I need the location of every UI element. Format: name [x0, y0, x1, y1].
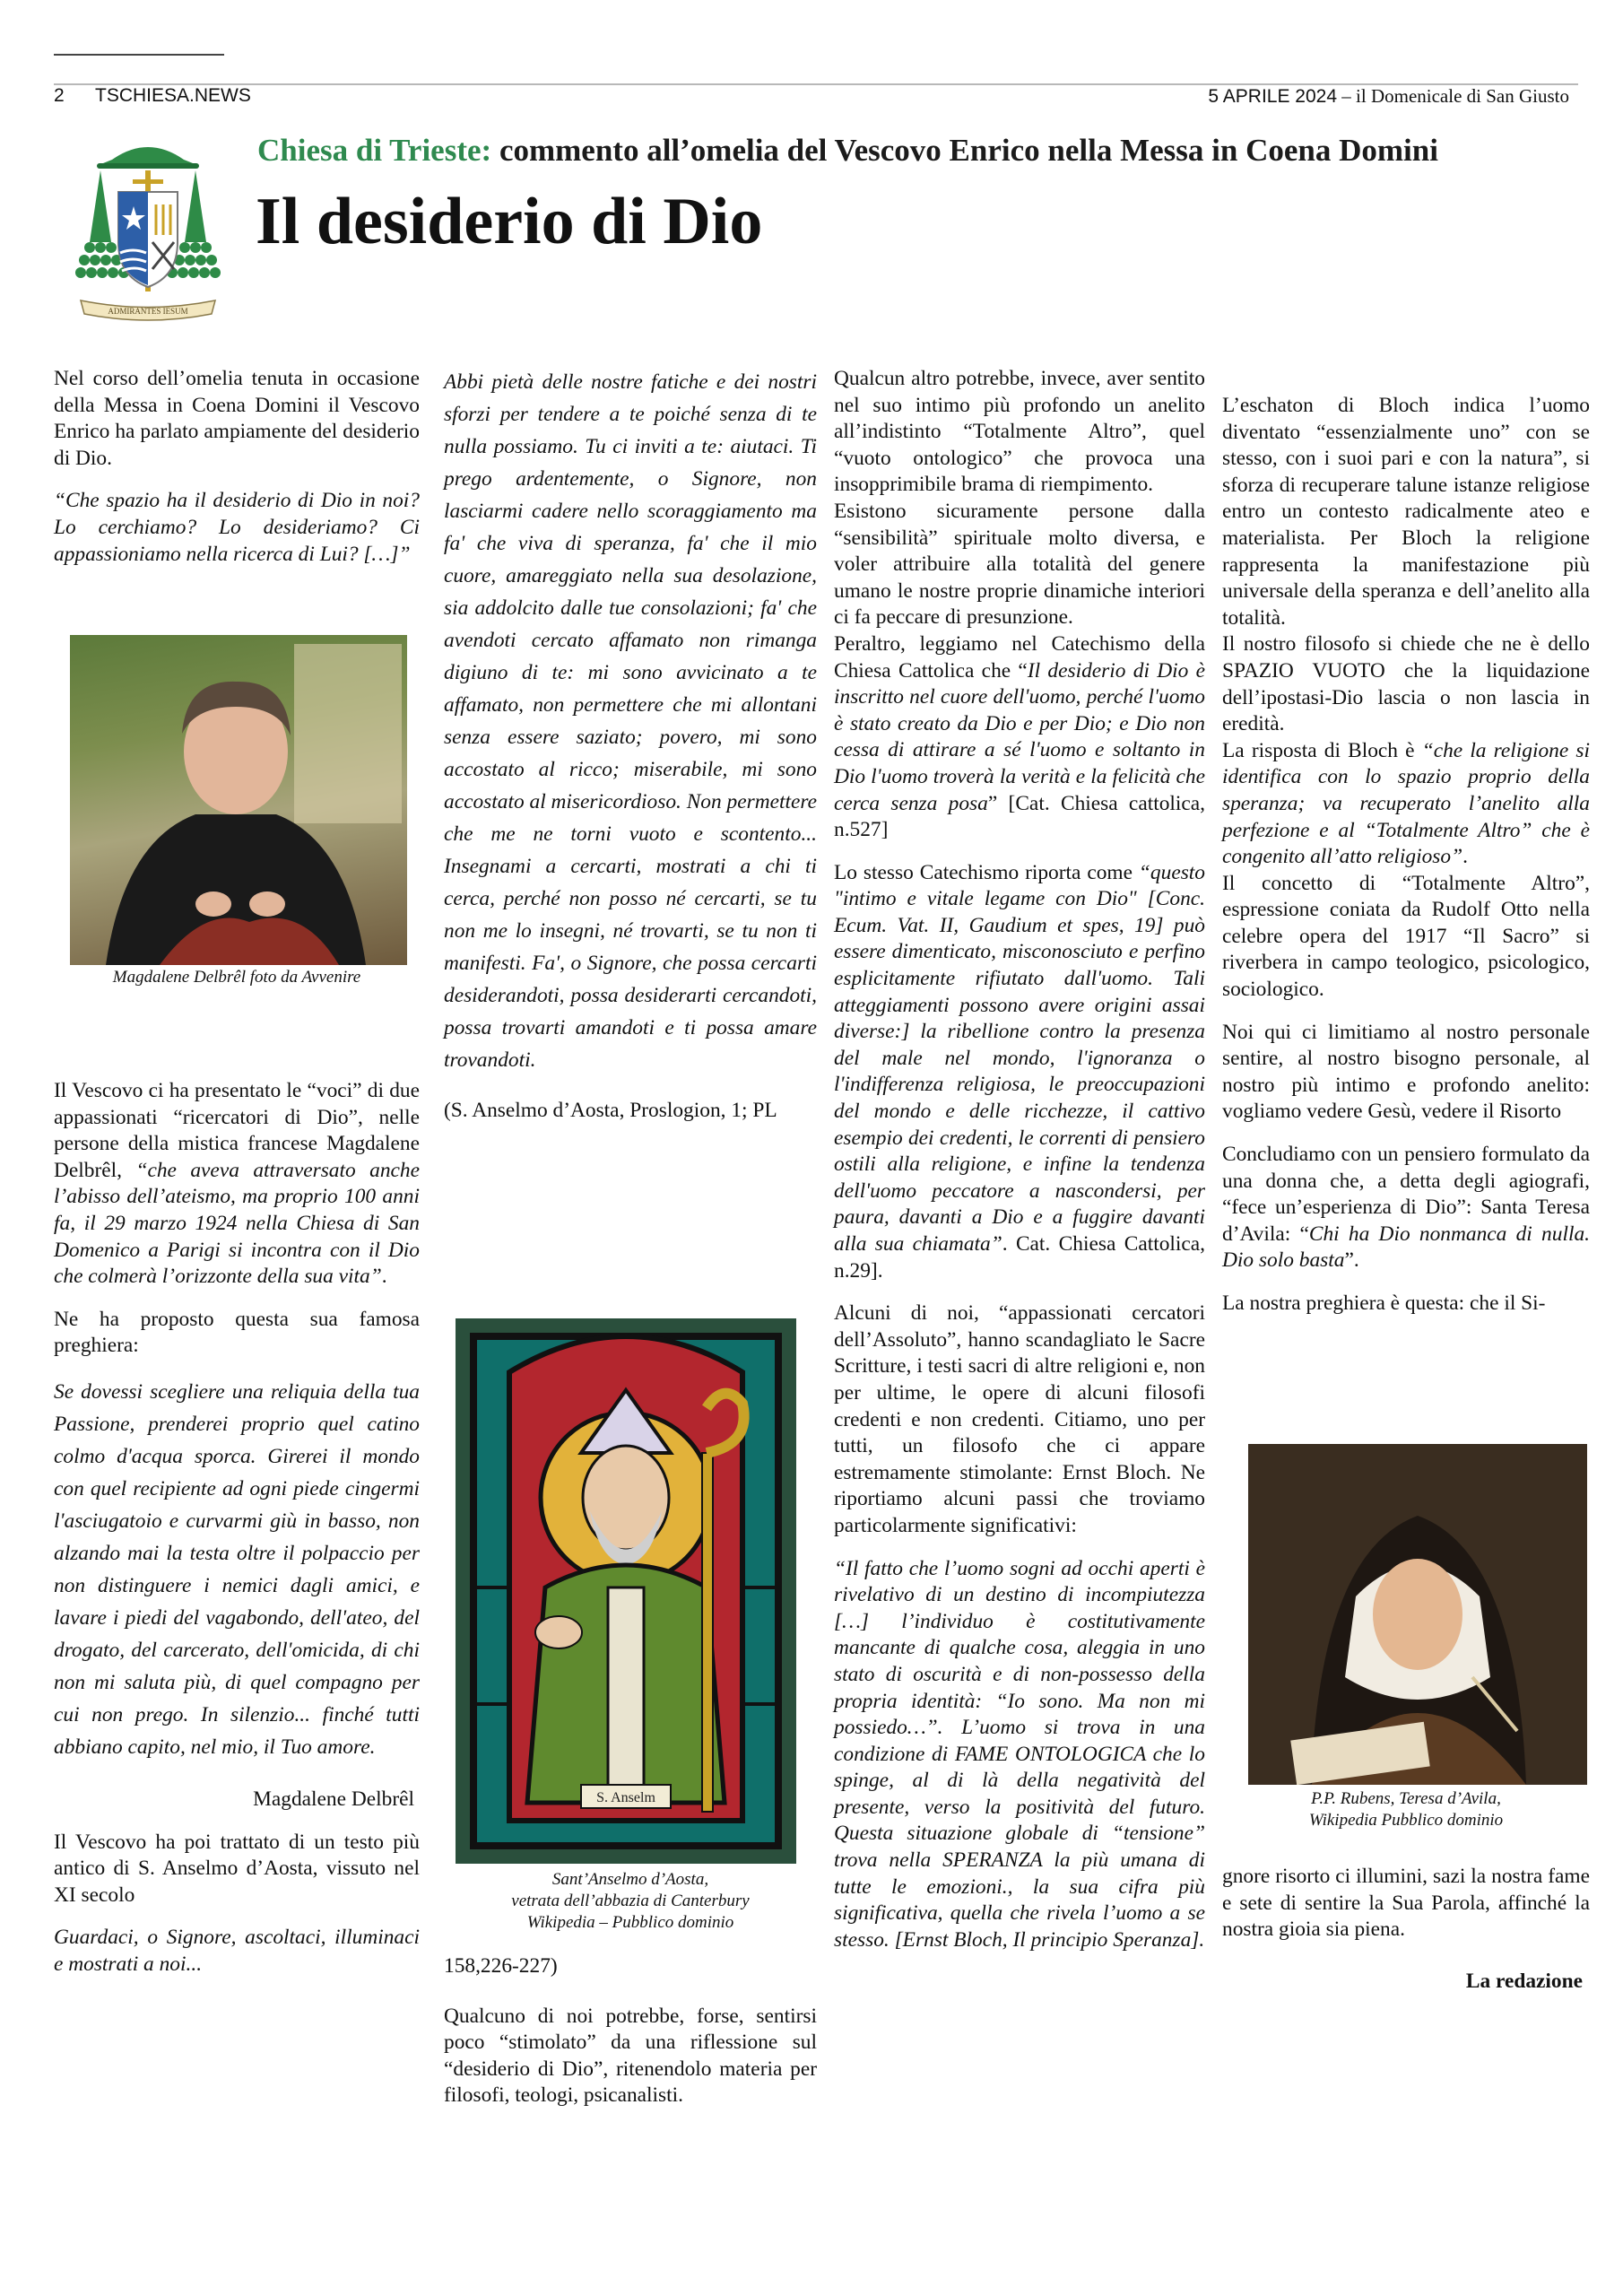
article-signature: La redazione — [1465, 1969, 1583, 1993]
stained-glass-icon — [456, 1318, 796, 1864]
header-rule-short — [54, 54, 224, 56]
episcopal-crest — [63, 135, 233, 323]
col3-p4-quote: “questo "intimo e vitale legame con Dio" [Conc. Ecum. Vat. II, Gaudium et spes, 19] può essere dimenticato, misconosciuto e perfino esplicitamente rifiutato dall'uomo. Tali atteggiamenti possono avere origini assai diverse:] — [834, 860, 1205, 1044]
caption-teresa — [1222, 1788, 1590, 1831]
col3-p3-end: ” [Cat. Chiesa cattolica, n.527] — [834, 791, 1205, 842]
col1-paragraph-3 — [54, 1078, 420, 1291]
col4-paragraph-6 — [1222, 1142, 1590, 1274]
col4-p3-end: . — [1462, 845, 1468, 869]
col4-p6-end: ”. — [1344, 1248, 1359, 1273]
col4-paragraph-1: L’eschaton di Bloch indica l’uomo diventato “essenzialmente uno” con se stesso, con i suoi pari e con la natura”, si sforza di recuperare talune istanze religiose entro un contesto radicalmente ateo e materialista. Per Bloch la religione rappresenta la manifestazione più universale della speranza e dell’anelito alla totalità. — [1222, 394, 1590, 630]
page-number: 2 — [54, 85, 65, 106]
caption-teresa-line1: P.P. Rubens, Teresa d’Avila, — [1311, 1789, 1501, 1808]
caption-teresa-line2: Wikipedia Pubblico dominio — [1308, 1811, 1504, 1830]
col3-paragraph-3 — [834, 631, 1205, 844]
col4-paragraph-5: Noi qui ci limitiamo al nostro personale sentire, al nostro bisogno personale, al nostro più intimo e profondo anelito: vogliamo vedere Gesù, vedere il Risorto — [1222, 1020, 1590, 1124]
col3-p4-text: Lo stesso Catechismo riporta come — [834, 860, 1139, 884]
portrait-woman-icon — [70, 635, 407, 965]
col4-paragraph-7a: La nostra preghiera è questa: che il Si- — [1222, 1292, 1546, 1315]
col4-paragraph-4: Il concetto di “Totalmente Altro”, espressione coniata da Rudolf Otto nella celebre opera del 1917 “Il Sacro” si riverbera in campo teologico, psicologico, sociologico. — [1222, 871, 1590, 1002]
col1-p3-end: . — [381, 1265, 387, 1289]
col3-paragraph-1: Qualcun altro potrebbe, invece, aver sentito nel suo intimo più profondo un anelito all’indistinto “Totalmente Altro”, quel “vuoto ontologico” che provoca una insopprimibile brama di riempimento. — [834, 367, 1205, 497]
col1-paragraph-5: Il Vescovo ha poi trattato di un testo più antico di S. Anselmo d’Aosta, vissuto nel XI secolo — [54, 1830, 420, 1907]
col4-p3-quote: “che la religione si identifica con lo spazio proprio della speranza; va recuperato l’anelito alla perfezione e al “Totalmente Altro” che è congenito all’atto religioso” — [1222, 738, 1591, 869]
column-2-continued — [444, 1953, 817, 2126]
col3-p4-end: . Cat. Chiesa Cattolica, n.29]. — [834, 1232, 1205, 1283]
col4-p6-text: Concludiamo con un pensiero formulato da una donna che, a detta degli agiografi, “fece un’esperienza di Dio”: Santa Teresa d’Avila: “ — [1222, 1143, 1590, 1246]
col3-paragraph-2: Esistono sicuramente persone dalla “sensibilità” spirituale molto diversa, e voler attribuire alla totalità del genere umano le nostre proprie dinamiche interiori ci fa peccare di presunzione. — [834, 499, 1205, 630]
crest-icon — [63, 135, 233, 323]
bloch-quote: “Il fatto che l’uomo sogni ad occhi aperti è rivelativo di un destino di incompiutezza […] l’individuo è costitutivamente mancante di qualche cosa, aleggia in uno stato di oscurità e di non-possesso della propria identità: “Io sono. Ma non mi possiedo…”. L’uomo si trova in una condizione di FAME ONTOLOGICA che lo spinge, al di là della negatività del presente, verso la positività del futuro. Questa situazione globale di “tensione” trova nella SPERANZA la più umana di tutte le emozioni., la sua cifra più significativa, quella che rivela l’uomo a se stesso. [Ernst Bloch, Il principio Speranza]. — [834, 1556, 1205, 1952]
photo-magdalene-delbrel — [70, 635, 407, 965]
column-3 — [834, 366, 1205, 1970]
photo-teresa-avila — [1248, 1444, 1587, 1785]
article-title: Il desiderio di Dio — [256, 185, 763, 258]
anselm-prayer: Abbi pietà delle nostre fatiche e dei nostri sforzi per tendere a te poiché senza di te nulla possiamo. Tu ci inviti a te: aiutaci. Ti prego ardentemente, o Signore, non lasciarmi cadere nello scoraggiamento ma fa' che viva di speranza, fa' che il mio cuore, amareggiato nella sua desolazione, sia addolcito dalle tue consolazioni; fa' che avendoti cercato affamato non rimanga digiuno di te: mi sono avvicinato a te affamato, non permettere che mi allontani senza essere saziato; povero, mi sono accostato al ricco; miserabile, mi sono accostato al misericordioso. Non permettere che me ne torni vuoto e scontento... Insegnami a cercarti, mostrati a chi ti cerca, perché non posso né cercarti, se tu non me lo insegni, né trovarti, se tu non ti manifesti. Fa', o Signore, che possa cercarti desiderandoti, possa desiderarti cercandoti, possa trovarti amandoti e ti possa amare trovandoti. — [444, 370, 817, 1072]
column-1 — [54, 366, 420, 584]
col1-p3-quote: “che aveva attraversato anche l’abisso dell’ateismo, ma proprio 100 anni fa, il 29 marzo 1924 nella Chiesa di San Domenico a Parigi si incontra con il Dio che colmerà l’orizzonte della sua vita” — [54, 1158, 420, 1289]
col1-paragraph-1: Nel corso dell’omelia tenuta in occasione della Messa in Coena Domini il Vescovo Enrico ha parlato ampiamente del desiderio di Dio. — [54, 367, 420, 470]
col3-paragraph-5: Alcuni di noi, “appassionati cercatori dell’Assoluto”, hanno scandagliato le Sacre Scritture, i testi sacri di altre religioni e, non per ultime, le opere di alcuni filosofi credenti e non credenti. Citiamo, uno per tutti, un filosofo che ci appare estremamente stimolante: Ernst Bloch. Ne riportiamo alcuni passi che troviamo particolarmente significativi: — [834, 1301, 1205, 1537]
delbrel-signature: Magdalene Delbrêl — [253, 1787, 414, 1811]
caption-anselm-line3: Wikipedia – Pubblico dominio — [526, 1913, 734, 1932]
col1-paragraph-6: Guardaci, o Signore, ascoltaci, illuminaci e mostrati a noi... — [54, 1926, 420, 1976]
site-name: TSCHIESA.NEWS — [95, 85, 251, 106]
col3-p4-quote-2: la ribellione contro la presenza del male nel mondo, l'ignoranza o l'indifferenza religiosa, le preoccupazioni del mondo e delle ricchezze, il cattivo esempio dei credenti, le correnti di pensiero ostili alla religione, e infine la tendenza dell'uomo peccatore a nascondersi, per paura, davanti a Dio e a fuggire davanti alla sua chiamata” — [834, 1020, 1205, 1256]
column-4-continued — [1222, 1864, 1590, 2011]
crest-motto: ADMIRANTES IESUM — [108, 307, 188, 316]
window-label: S. Anselm — [596, 1790, 655, 1805]
col4-paragraph-3 — [1222, 738, 1590, 871]
delbrel-prayer: Se dovessi scegliere una reliquia della tua Passione, prenderei proprio quel catino colmo d'acqua sporca. Girerei il mondo con quel recipiente ad ogni piede cingermi l'asciugatoio e curvarmi giù in basso, non alzando mai la testa oltre il polpaccio per non distinguere i nemici dagli amici, e lavare i piedi del vagabondo, dell'ateo, del drogato, del carcerato, dell'omicida, di chi non mi saluta più, di quel compagno per cui non prego. In silenzio... finché tutti abbiano capito, nel mio, il Tuo amore. — [54, 1379, 420, 1759]
col4-p6-quote: Chi ha Dio nonmanca di nulla. Dio solo basta — [1222, 1222, 1590, 1273]
col4-p3-text: La risposta di Bloch è — [1222, 738, 1422, 762]
col4-paragraph-7b: gnore risorto ci illumini, sazi la nostra fame e sete di sentire la Sua Parola, affinché la nostra gioia sia piena. — [1222, 1865, 1590, 1942]
col3-paragraph-4 — [834, 860, 1205, 1285]
issue-date: 5 APRILE 2024 — [1208, 86, 1338, 107]
anselm-reference-a: (S. Anselmo d’Aosta, Proslogion, 1; PL — [444, 1099, 777, 1122]
caption-magdalene: Magdalene Delbrêl foto da Avvenire — [112, 968, 361, 987]
col3-p3-quote: Il desiderio di Dio è inscritto nel cuore dell'uomo, perché l'uomo è stato creato da Dio e per Dio; e Dio non cessa di attirare a sé l'uomo e soltanto in Dio l'uomo troverà la verità e la felicità che cerca senza posa — [834, 658, 1205, 815]
column-2 — [444, 366, 817, 1141]
col1-paragraph-2: “Che spazio ha il desiderio di Dio in noi? Lo cerchiamo? Lo desideriamo? Ci appassioniamo nella ricerca di Lui? […]” — [54, 489, 420, 566]
kicker-green: Chiesa di Trieste: — [257, 133, 492, 168]
caption-anselm — [444, 1869, 817, 1934]
article-kicker — [257, 133, 1438, 169]
anselm-reference-b: 158,226-227) — [444, 1954, 558, 1978]
portrait-nun-icon — [1248, 1444, 1587, 1785]
caption-anselm-line1: Sant’Anselmo d’Aosta, — [551, 1870, 709, 1889]
publication-name: – il Domenicale di San Giusto — [1337, 85, 1569, 107]
column-4 — [1222, 393, 1590, 1334]
photo-anselm-window — [456, 1318, 796, 1864]
col2-paragraph-end: Qualcuno di noi potrebbe, forse, sentirsi poco “stimolato” da una riflessione sul “desiderio di Dio”, ritenendolo materia per filosofi, teologi, psicanalisti. — [444, 2004, 817, 2108]
col4-paragraph-2: Il nostro filosofo si chiede che ne è dello SPAZIO VUOTO che la liquidazione dell’ipostasi-Dio lascia o non lascia in eredità. — [1222, 632, 1590, 736]
issue-date-line — [1208, 85, 1569, 108]
col3-p3-text: Peraltro, leggiamo nel Catechismo della Chiesa Cattolica che “ — [834, 631, 1205, 683]
col1-paragraph-4: Ne ha proposto questa sua famosa preghiera: — [54, 1307, 420, 1358]
caption-anselm-line2: vetrata dell’abbazia di Canterbury — [511, 1892, 750, 1910]
kicker-rest: commento all’omelia del Vescovo Enrico nella Messa in Coena Domini — [491, 133, 1438, 168]
col1-p3-text: Il Vescovo ci ha presentato le “voci” di due appassionati “ricercatori di Dio”, nelle persone della mistica francese Magdalene Delbrêl, — [54, 1079, 420, 1182]
column-1-continued — [54, 1078, 420, 1995]
